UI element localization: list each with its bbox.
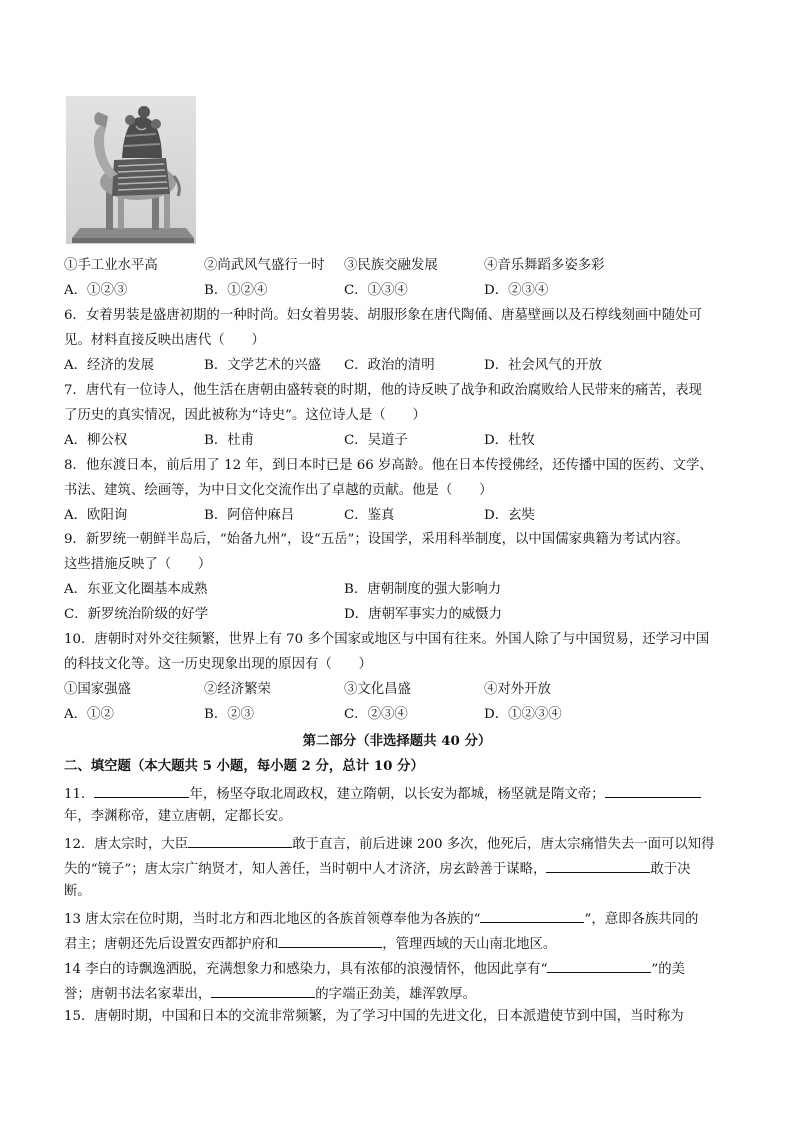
q7-option-c[interactable]: C．吴道子	[344, 433, 408, 448]
q12-text-2: 敢于直言，前后进谏 200 多次，他死后，唐太宗痛惜失去一面可以知得	[292, 837, 715, 852]
part2-title: 第二部分（非选择题共 40 分）	[302, 733, 492, 749]
tang-camel-figurine-image	[66, 96, 196, 244]
q10-item-4: ④对外开放	[484, 682, 551, 697]
q9-option-a[interactable]: A．东亚文化圈基本成熟	[64, 582, 208, 597]
q13-text-4: ，管理西域的天山南北地区。	[382, 937, 557, 952]
q7-stem-line1: 7．唐代有一位诗人，他生活在唐朝由盛转衰的时期，他的诗反映了战争和政治腐败给人民带来的痛苦，表现	[64, 383, 702, 398]
q9-stem-line2: 这些措施反映了（ ）	[64, 557, 212, 572]
q8-option-d[interactable]: D．玄奘	[484, 508, 535, 523]
q10-item-3: ③文化昌盛	[344, 682, 411, 697]
q14-line2	[64, 983, 476, 1004]
q14-blank-1[interactable]	[547, 958, 651, 973]
q14-text-4: 的字端正劲美，雄浑敦厚。	[315, 987, 476, 1002]
q6-option-c[interactable]: C．政治的清明	[344, 358, 435, 373]
q11-blank-1[interactable]	[94, 783, 189, 798]
q7-stem-line2: 了历史的真实情况，因此被称为“诗史”。这位诗人是（ ）	[64, 408, 426, 423]
q15-line1: 15．唐朝时期，中国和日本的交流非常频繁，为了学习中国的先进文化，日本派遣使节到中国，当时称为	[64, 1009, 684, 1024]
q12-text-3: 失的“镜子”；唐太宗广纳贤才，知人善任，当时朝中人才济济，房玄龄善于谋略，	[64, 862, 547, 877]
q11-number: 11．	[64, 787, 95, 802]
q13-text-2: ”，意即各族共同的	[584, 912, 699, 927]
q7-option-b[interactable]: B．杜甫	[204, 433, 255, 448]
q10-option-c[interactable]: C．②③④	[344, 707, 408, 722]
q5-option-a[interactable]: A．①②③	[64, 283, 128, 298]
q10-item-1: ①国家强盛	[64, 682, 131, 697]
section-fill-blank-heading: 二、填空题（本大题共 5 小题，每小题 2 分，总计 10 分）	[64, 758, 424, 774]
q11-line1	[64, 783, 701, 804]
q14-line1	[64, 958, 685, 979]
q12-line1	[64, 833, 715, 854]
q10-stem-line1: 10．唐朝时对外交往频繁，世界上有 70 多个国家或地区与中国有往来。外国人除了与中国贸易，还学习中国	[64, 632, 710, 647]
q11-text-2: 年，李渊称帝，建立唐朝，定都长安。	[64, 809, 292, 824]
q8-stem-line1: 8．他东渡日本，前后用了 12 年，到日本时已是 66 岁高龄。他在日本传授佛经，还传播中国的医药、文学、	[64, 458, 713, 473]
q6-stem-line1: 6．女着男装是盛唐初期的一种时尚。妇女着男装、胡服形象在唐代陶俑、唐墓壁画以及石椁线刻画中随处可	[64, 308, 702, 323]
q10-item-2: ②经济繁荣	[204, 682, 271, 697]
q5-option-d[interactable]: D．②③④	[484, 283, 549, 298]
q10-option-a[interactable]: A．①②	[64, 707, 114, 722]
q11-text-1: 年，杨坚夺取北周政权，建立隋朝，以长安为都城，杨坚就是隋文帝；	[189, 787, 605, 802]
q13-line2	[64, 933, 556, 954]
q5-item-1: ①手工业水平高	[64, 258, 158, 273]
q12-text-4: 敢于决	[650, 862, 691, 877]
q13-text-3: 君主；唐朝还先后设置安西都护府和	[64, 937, 279, 952]
q6-stem-line2: 见。材料直接反映出唐代（ ）	[64, 333, 265, 348]
q14-blank-2[interactable]	[211, 983, 315, 998]
q10-stem-line2: 的科技文化等。这一历史现象出现的原因有（ ）	[64, 657, 372, 672]
q12-blank-1[interactable]	[188, 833, 292, 848]
q8-option-b[interactable]: B．阿倍仲麻吕	[204, 508, 295, 523]
q12-blank-2[interactable]	[546, 858, 650, 873]
q10-option-b[interactable]: B．②③	[204, 707, 255, 722]
q5-item-3: ③民族交融发展	[344, 258, 438, 273]
q5-item-4: ④音乐舞蹈多姿多彩	[484, 258, 605, 273]
q11-blank-2[interactable]	[605, 783, 701, 798]
q9-option-c[interactable]: C．新罗统治阶级的好学	[64, 607, 209, 622]
q10-option-d[interactable]: D．①②③④	[484, 707, 562, 722]
q13-blank-1[interactable]	[480, 908, 584, 923]
q12-text-1: 12．唐太宗时，大臣	[64, 837, 189, 852]
q6-option-a[interactable]: A．经济的发展	[64, 358, 155, 373]
q6-option-d[interactable]: D．社会风气的开放	[484, 358, 602, 373]
q5-option-b[interactable]: B．①②④	[204, 283, 268, 298]
q6-option-b[interactable]: B．文学艺术的兴盛	[204, 358, 321, 373]
q9-stem-line1: 9．新罗统一朝鲜半岛后，“始备九州”，设“五岳”；设国学，采用科举制度，以中国儒家典籍为考试内容。	[64, 532, 690, 547]
q5-item-2: ②尚武风气盛行一时	[204, 258, 325, 273]
q14-text-1: 14 李白的诗飘逸洒脱，充满想象力和感染力，具有浓郁的浪漫情怀，他因此享有“	[64, 962, 548, 977]
q14-text-3: 誉；唐朝书法名家辈出，	[64, 987, 212, 1002]
q13-line1	[64, 908, 698, 929]
q7-option-a[interactable]: A．柳公权	[64, 433, 128, 448]
q13-blank-2[interactable]	[278, 933, 382, 948]
q12-line2	[64, 858, 691, 879]
q8-stem-line2: 书法、建筑、绘画等，为中日文化交流作出了卓越的贡献。他是（ ）	[64, 483, 493, 498]
q9-option-d[interactable]: D．唐朝军事实力的威慑力	[344, 607, 503, 622]
q5-option-c[interactable]: C．①③④	[344, 283, 408, 298]
q8-option-a[interactable]: A．欧阳询	[64, 508, 128, 523]
q12-text-5: 断。	[64, 884, 91, 899]
q9-option-b[interactable]: B．唐朝制度的强大影响力	[344, 582, 502, 597]
q14-text-2: ”的美	[651, 962, 686, 977]
q7-option-d[interactable]: D．杜牧	[484, 433, 535, 448]
q8-option-c[interactable]: C．鉴真	[344, 508, 395, 523]
q13-text-1: 13 唐太宗在位时期，当时北方和西北地区的各族首领尊奉他为各族的“	[64, 912, 481, 927]
